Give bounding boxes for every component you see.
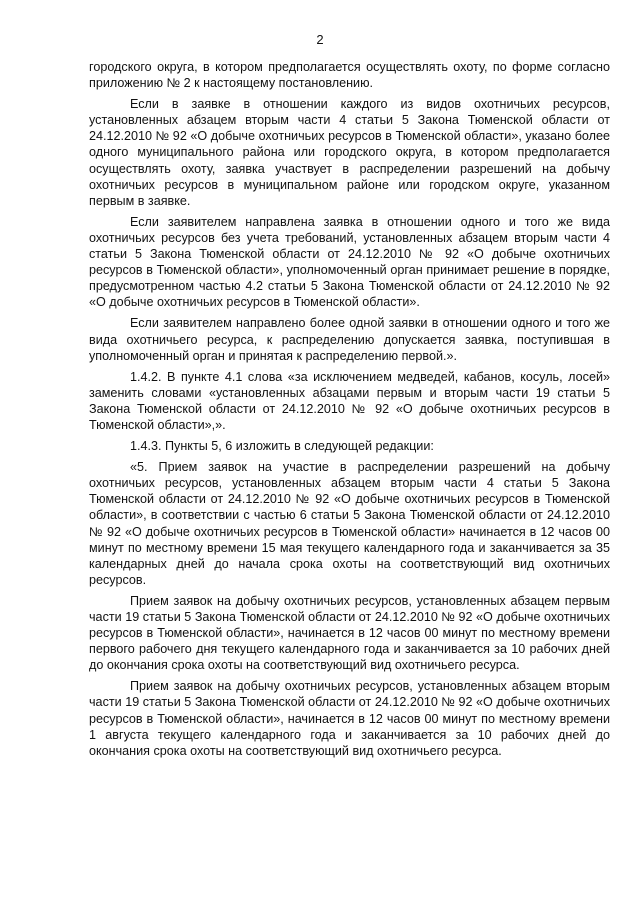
paragraph: Прием заявок на добычу охотничьих ресурсов, установленных абзацем первым части 19 статьи 5 Закона Тюменской области от 24.12.2010 № 92 «О добыче охотничьих ресурсов в Тюменской области», начинается в 12 часов 00 минут по местному времени первого рабочего дня текущего календарного года и заканчивается за 10 рабочих дней до окончания срока охоты на соответствующий вид охотничьего ресурса. <box>89 593 610 673</box>
paragraph: «5. Прием заявок на участие в распределении разрешений на добычу охотничьих ресурсов, установленных абзацем вторым части 4 статьи 5 Закона Тюменской области от 24.12.2010 № 92 «О добыче охотничьих ресурсов в Тюменской области», в соответствии с частью 6 статьи 5 Закона Тюменской области от 24.12.2010 № 92 «О добыче охотничьих ресурсов в Тюменской области» начинается в 12 часов 00 минут по местному времени 15 мая текущего календарного года и заканчивается за 35 календарных дней до начала срока охоты на соответствующий вид охотничьих ресурсов. <box>89 460 610 587</box>
paragraph: Прием заявок на добычу охотничьих ресурсов, установленных абзацем вторым части 19 статьи 5 Закона Тюменской области от 24.12.2010 № 92 «О добыче охотничьих ресурсов в Тюменской области», начинается в 12 часов 00 минут по местному времени 1 августа текущего календарного года и заканчивается за 10 рабочих дней до окончания срока охоты на соответствующий вид охотничьего ресурса. <box>89 679 610 758</box>
page-number: 2 <box>316 32 324 47</box>
paragraph: городского округа, в котором предполагается осуществлять охоту, по форме согласно приложению № 2 к настоящему постановлению. <box>89 60 610 91</box>
paragraph: 1.4.3. Пункты 5, 6 изложить в следующей редакции: <box>130 439 434 454</box>
document-body <box>89 59 610 764</box>
paragraph: 1.4.2. В пункте 4.1 слова «за исключением медведей, кабанов, косуль, лосей» заменить словами «установленных абзацами первым и вторым части 19 статьи 5 Закона Тюменской области от 24.12.2010 № 92 «О добыче охотничьих ресурсов в Тюменской области»,». <box>89 369 610 432</box>
paragraph: Если заявителем направлена заявка в отношении одного и того же вида охотничьих ресурсов без учета требований, установленных абзацем вторым части 4 статьи 5 Закона Тюменской области от 24.12.2010 № 92 «О добыче охотничьих ресурсов в Тюменской области», уполномоченный орган принимает решение в порядке, предусмотренном частью 4.2 статьи 5 Закона Тюменской области от 24.12.2010 № 92 «О добыче охотничьих ресурсов в Тюменской области». <box>89 214 610 310</box>
paragraph: Если заявителем направлено более одной заявки в отношении одного и того же вида охотничьего ресурса, к распределению допускается заявка, поступившая в уполномоченный орган и принятая к распределению первой.». <box>89 316 610 363</box>
paragraph: Если в заявке в отношении каждого из видов охотничьих ресурсов, установленных абзацем вторым части 4 статьи 5 Закона Тюменской области от 24.12.2010 № 92 «О добыче охотничьих ресурсов в Тюменской области», указано более одного муниципального района или городского округа, в котором предполагается осуществлять охоту, заявка участвует в распределении разрешений на добычу охотничьих ресурсов в муниципальном районе или городском округе, указанном первым в заявке. <box>89 97 610 208</box>
